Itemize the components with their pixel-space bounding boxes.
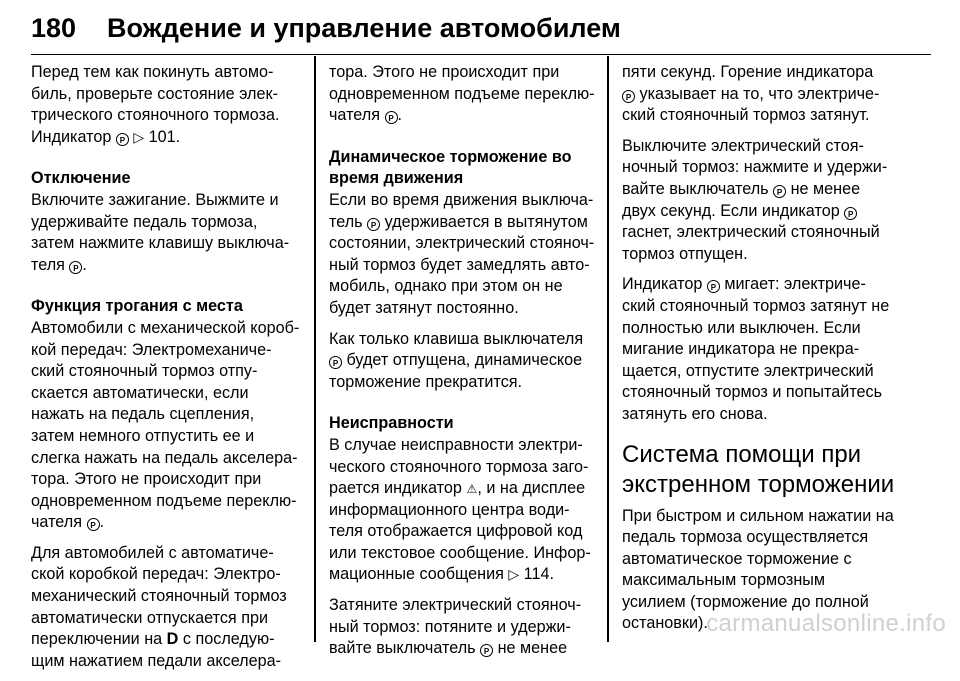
parking-brake-icon: P (707, 280, 720, 293)
paragraph: Для автомобилей с автоматиче- ской коробкой передач: Электро- механический стояночный тормоз автоматически отпускается при переключении на D с последую- щим нажатием педали акселера- (31, 543, 287, 670)
paragraph: В случае неисправности электри- ческого стояночного тормоза заго- рается индикатор ⚠, и на дисплее информационного центра води- теля отображается цифровой код или текстовое сообщение. Инфор- мационные сообщения ▷ 114. (329, 435, 591, 584)
gear-letter: D (166, 630, 179, 649)
page-number: 180 (31, 13, 77, 43)
paragraph: Перед тем как покинуть автомо- биль, проверьте состояние элек- трического стояночного тормоза. Индикатор P ▷ 101. (31, 63, 280, 146)
paragraph: Если во время движения выключа- тель P удерживается в вытянутом состоянии, электрический стояноч- ный тормоз будет замедлять авто- мобиль, однако при этом он не будет затянут постоянно. (329, 190, 595, 317)
parking-brake-icon: P (773, 185, 786, 198)
text-column-3 (622, 62, 908, 644)
parking-brake-icon: P (87, 518, 100, 531)
paragraph: Индикатор P мигает: электриче- ский стояночный тормоз затянут не полностью или выключен. Если мигание индикатора не прекра- щается, отпустите электрический стояночный тормоз и попытайтесь затянуть его снова. (622, 275, 890, 423)
parking-brake-icon: P (844, 207, 857, 220)
page-title: Вождение и управление автомобилем (107, 13, 621, 43)
paragraph: Выключите электрический стоя- ночный тормоз: нажмите и удержи- вайте выключатель P не менее двух секунд. Если индикатор P гаснет, электрический стояночный тормоз отпущен. (622, 136, 888, 263)
text-column-2 (329, 62, 615, 669)
section-heading: Неисправности (329, 414, 454, 433)
paragraph: При быстром и сильном нажатии на педаль тормоза осуществляется автоматическое торможение с максимальным тормозным усилием (торможение до полной остановки). (622, 506, 894, 633)
paragraph: Затяните электрический стояноч- ный тормоз: потяните и удержи- вайте выключатель P не менее (329, 596, 582, 658)
page-ref-icon: ▷ (508, 566, 520, 583)
paragraph: Как только клавиша выключателя P будет отпущена, динамическое торможение прекратится. (329, 329, 584, 391)
text-column-1 (31, 62, 317, 681)
chapter-heading: Система помощи при экстренном торможении (622, 440, 895, 498)
parking-brake-icon: P (69, 261, 82, 274)
page-ref-icon: ▷ (133, 128, 145, 145)
parking-brake-icon: P (329, 356, 342, 369)
parking-brake-icon: P (116, 133, 129, 146)
brake-warning-icon: ⚠ (466, 482, 478, 497)
parking-brake-icon: P (367, 218, 380, 231)
watermark: carmanualsonline.info (706, 610, 946, 637)
parking-brake-icon: P (385, 111, 398, 124)
paragraph: Включите зажигание. Выжмите и удерживайте педаль тормоза, затем нажмите клавишу выключа- теля P . (31, 190, 290, 274)
section-heading: Функция трогания с места (31, 297, 243, 316)
parking-brake-icon: P (622, 90, 635, 103)
section-heading: Отключение (31, 169, 131, 188)
section-heading: Динамическое торможение во время движения (329, 147, 572, 188)
page-header (31, 4, 931, 55)
paragraph: тора. Этого не происходит при одновременном подъеме переклю- чателя P . (329, 63, 595, 125)
paragraph: Автомобили с механической короб- кой передач: Электромеханиче- ский стояночный тормоз отпу- скается автоматически, если нажать на педаль сцепления, затем немного отпустить ее и слегка нажать на педаль акселера- тора. Этого не происходит при одновременном подъеме переклю- чателя P . (31, 318, 300, 532)
paragraph: пяти секунд. Горение индикатора P указывает на то, что электриче- ский стояночный тормоз затянут. (622, 63, 880, 125)
parking-brake-icon: P (480, 644, 493, 657)
